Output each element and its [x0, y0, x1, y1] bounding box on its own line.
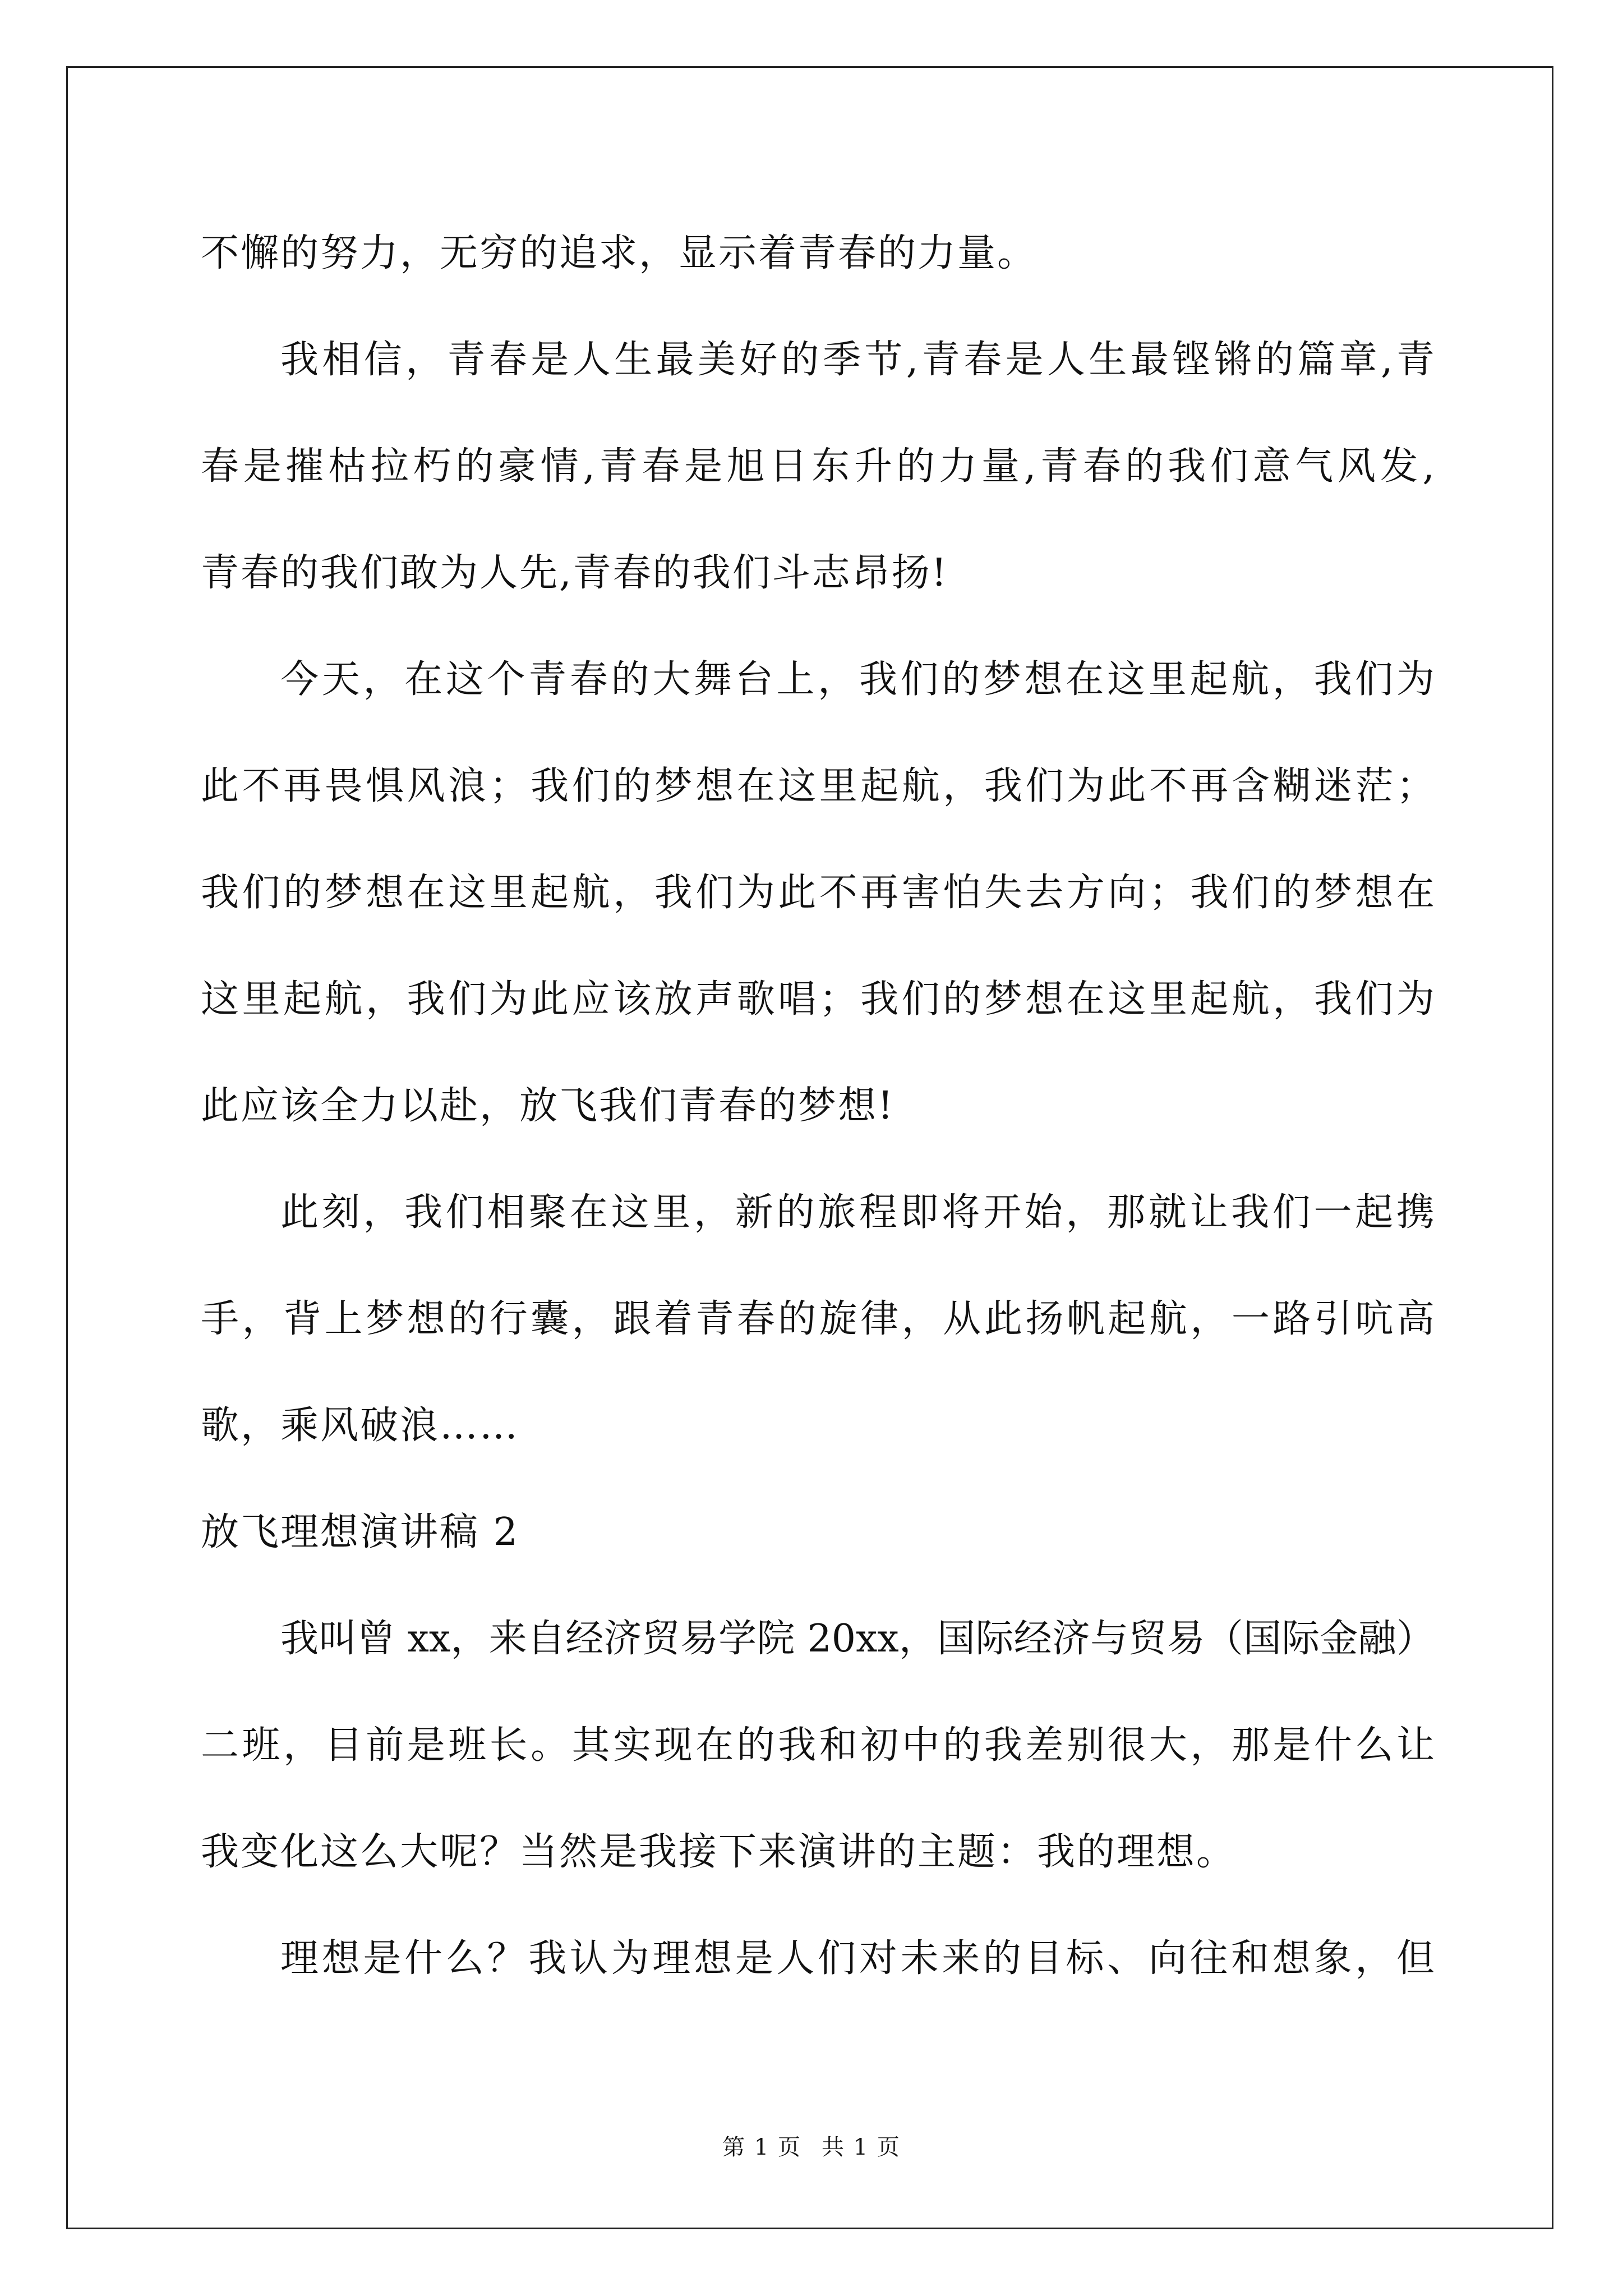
page-total: 共 1 页 — [822, 2134, 901, 2160]
text-line: 歌，乘风破浪…… — [201, 1404, 520, 1448]
text-line: 我变化这么大呢？当然是我接下来演讲的主题：我的理想。 — [201, 1830, 1237, 1874]
text-line: 春是摧枯拉朽的豪情,青春是旭日东升的力量,青春的我们意气风发, — [201, 444, 1435, 489]
text-line: 理想是什么？我认为理想是人们对未来的目标、向往和想象，但 — [280, 1936, 1435, 1981]
text-line: 青春的我们敢为人先,青春的我们斗志昂扬! — [201, 551, 948, 595]
text-line: 手，背上梦想的行囊，跟着青春的旋律，从此扬帆起航，一路引吭高 — [201, 1297, 1435, 1341]
text-line: 今天，在这个青春的大舞台上，我们的梦想在这里起航，我们为 — [280, 657, 1435, 702]
text-line: 二班，目前是班长。其实现在的我和初中的我差别很大，那是什么让 — [201, 1723, 1435, 1768]
page-number: 第 1 页 — [722, 2134, 801, 2160]
text-line: 此刻，我们相聚在这里，新的旅程即将开始，那就让我们一起携 — [280, 1190, 1435, 1235]
text-line: 此不再畏惧风浪；我们的梦想在这里起航，我们为此不再含糊迷茫； — [201, 764, 1435, 808]
text-line: 我们的梦想在这里起航，我们为此不再害怕失去方向；我们的梦想在 — [201, 871, 1435, 915]
page-footer — [0, 2136, 1623, 2159]
text-line: 我叫曾 xx，来自经济贸易学院 20xx，国际经济与贸易（国际金融） — [280, 1617, 1435, 1661]
section-heading: 放飞理想演讲稿 2 — [201, 1510, 519, 1554]
text-line: 我相信，青春是人生最美好的季节,青春是人生最铿锵的篇章,青 — [280, 338, 1435, 382]
text-line: 此应该全力以赴，放飞我们青春的梦想! — [201, 1084, 895, 1128]
text-line: 不懈的努力，无穷的追求，显示着青春的力量。 — [201, 231, 1038, 275]
page-frame — [66, 66, 1553, 2229]
text-line: 这里起航，我们为此应该放声歌唱；我们的梦想在这里起航，我们为 — [201, 977, 1435, 1022]
